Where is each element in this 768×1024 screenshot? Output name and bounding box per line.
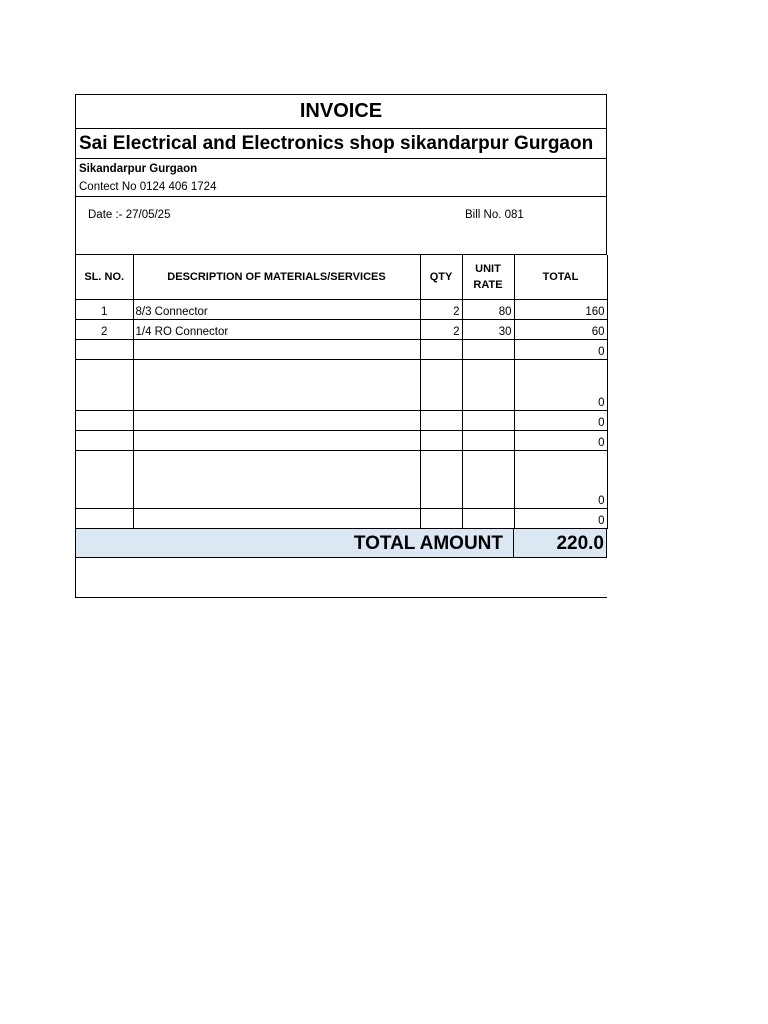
table-row	[76, 319, 607, 339]
table-row	[76, 339, 607, 359]
header-unit-rate	[462, 255, 514, 299]
cell-description: 8/3 Connector	[133, 299, 420, 319]
cell-qty	[420, 339, 462, 359]
shop-address: Sikandarpur Gurgaon	[79, 163, 198, 175]
items-table	[76, 255, 608, 529]
cell-qty: 2	[420, 299, 462, 319]
header-unit-rate-line2: RATE	[473, 278, 503, 291]
cell-sl: 2	[76, 319, 133, 339]
table-row	[76, 430, 607, 450]
cell-description	[133, 508, 420, 528]
header-total: TOTAL	[514, 255, 607, 299]
cell-rate	[462, 339, 514, 359]
cell-rate: 80	[462, 299, 514, 319]
table-row	[76, 508, 607, 528]
cell-qty: 2	[420, 319, 462, 339]
date-bill-block	[76, 197, 607, 255]
cell-sl: 1	[76, 299, 133, 319]
cell-rate	[462, 359, 514, 410]
invoice-sheet	[75, 94, 607, 598]
cell-rate	[462, 430, 514, 450]
cell-total: 0	[514, 359, 607, 410]
cell-rate	[462, 450, 514, 508]
cell-total: 160	[514, 299, 607, 319]
shop-name: Sai Electrical and Electronics shop sikandarpur Gurgaon	[76, 129, 607, 159]
cell-description	[133, 339, 420, 359]
table-header-row	[76, 255, 607, 299]
cell-description	[133, 359, 420, 410]
cell-sl	[76, 359, 133, 410]
cell-description	[133, 450, 420, 508]
total-amount-label: TOTAL AMOUNT	[76, 529, 514, 557]
table-row	[76, 359, 607, 410]
header-description: DESCRIPTION OF MATERIALS/SERVICES	[133, 255, 420, 299]
invoice-title: INVOICE	[76, 95, 607, 129]
cell-total: 0	[514, 339, 607, 359]
cell-sl	[76, 339, 133, 359]
bill-number: Bill No. 081	[465, 209, 524, 221]
cell-total: 60	[514, 319, 607, 339]
cell-qty	[420, 508, 462, 528]
cell-rate: 30	[462, 319, 514, 339]
invoice-date: Date :- 27/05/25	[88, 209, 171, 221]
table-row	[76, 410, 607, 430]
cell-total: 0	[514, 508, 607, 528]
cell-sl	[76, 450, 133, 508]
cell-qty	[420, 410, 462, 430]
header-qty: QTY	[420, 255, 462, 299]
contact-number: Contect No 0124 406 1724	[79, 181, 217, 193]
total-amount-row	[76, 529, 607, 558]
header-unit-rate-line1: UNIT	[475, 262, 501, 275]
total-amount-value: 220.0	[556, 532, 604, 554]
cell-description: 1/4 RO Connector	[133, 319, 420, 339]
cell-total: 0	[514, 450, 607, 508]
cell-rate	[462, 508, 514, 528]
address-block	[76, 159, 607, 197]
cell-description	[133, 430, 420, 450]
cell-description	[133, 410, 420, 430]
header-sl-no: SL. NO.	[76, 255, 133, 299]
cell-rate	[462, 410, 514, 430]
cell-qty	[420, 430, 462, 450]
cell-sl	[76, 508, 133, 528]
table-row	[76, 299, 607, 319]
table-row	[76, 450, 607, 508]
footer-blank-row	[76, 558, 607, 598]
cell-total: 0	[514, 430, 607, 450]
cell-qty	[420, 359, 462, 410]
cell-qty	[420, 450, 462, 508]
cell-sl	[76, 410, 133, 430]
cell-total: 0	[514, 410, 607, 430]
cell-sl	[76, 430, 133, 450]
